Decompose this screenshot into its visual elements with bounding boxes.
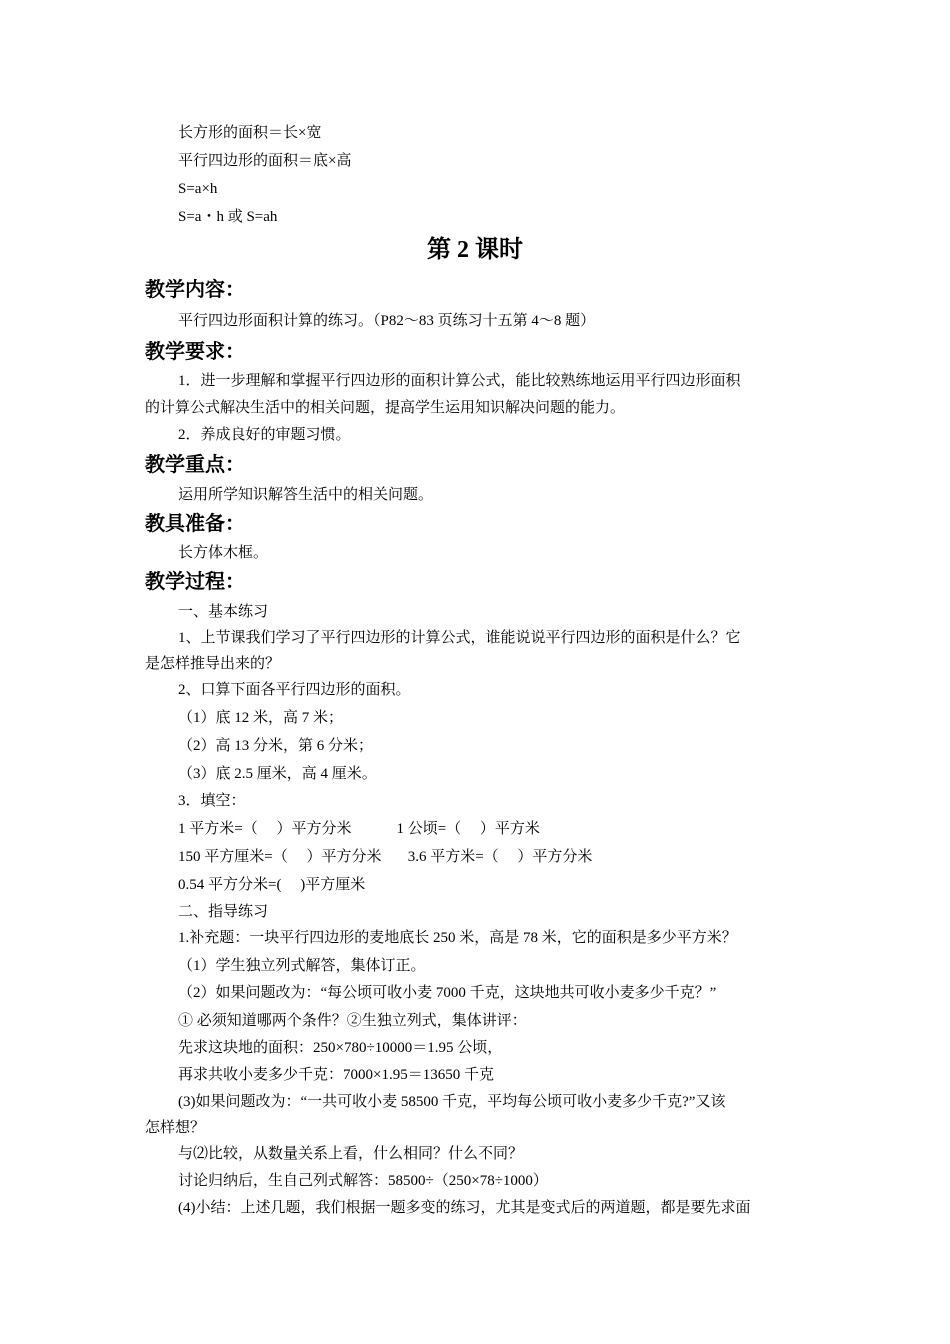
section-heading-process: 教学过程： bbox=[145, 571, 245, 593]
paragraph-line: ① 必须知道哪两个条件？②生独立列式，集体讲评： bbox=[178, 1013, 527, 1029]
paragraph-line: （2）如果问题改为：“每公顷可收小麦 7000 千克，这块地共可收小麦多少千克？” bbox=[178, 985, 717, 1001]
paragraph-line: (3)如果问题改为：“一共可收小麦 58500 千克，平均每公顷可收小麦多少千克?”又该 bbox=[178, 1094, 726, 1110]
paragraph-line: 1.补充题：一块平行四边形的麦地底长 250 米，高是 78 米，它的面积是多少平方米？ bbox=[178, 930, 737, 946]
section-heading-requirements: 教学要求： bbox=[145, 341, 245, 363]
paragraph-line: 150 平方厘米=（ ）平方分米 3.6 平方米=（ ）平方分米 bbox=[178, 849, 593, 865]
paragraph-line: 1、上节课我们学习了平行四边形的计算公式，谁能说说平行四边形的面积是什么？它 bbox=[178, 630, 741, 646]
section-heading-materials: 教具准备： bbox=[145, 513, 245, 535]
paragraph-line: 是怎样推导出来的？ bbox=[145, 656, 281, 672]
paragraph-line: 1 平方米=（ ）平方分米 1 公顷=（ ）平方米 bbox=[178, 821, 540, 837]
paragraph-line: 1．进一步理解和掌握平行四边形的面积计算公式，能比较熟练地运用平行四边形面积 bbox=[178, 373, 741, 389]
paragraph-line: （2）高 13 分米，第 6 分米； bbox=[178, 738, 374, 754]
formula-line: 长方形的面积＝长×宽 bbox=[178, 125, 322, 141]
paragraph-line: 与⑵比较，从数量关系上看，什么相同？什么不同？ bbox=[178, 1146, 524, 1162]
paragraph-line: 0.54 平方分米=( )平方厘米 bbox=[178, 877, 366, 893]
paragraph-line: 长方体木框。 bbox=[178, 545, 269, 561]
paragraph-line: 怎样想？ bbox=[145, 1120, 206, 1136]
paragraph-line: 2、口算下面各平行四边形的面积。 bbox=[178, 682, 411, 698]
lesson-title: 第 2 课时 bbox=[427, 237, 523, 263]
paragraph-line: 3．填空： bbox=[178, 793, 246, 809]
paragraph-line: 运用所学知识解答生活中的相关问题。 bbox=[178, 487, 434, 503]
section-heading-content: 教学内容： bbox=[145, 279, 245, 301]
section-heading-key-points: 教学重点： bbox=[145, 454, 245, 476]
paragraph-line: 再求共收小麦多少千克：7000×1.95＝13650 千克 bbox=[178, 1067, 494, 1083]
paragraph-line: （1）底 12 米，高 7 米； bbox=[178, 710, 344, 726]
paragraph-line: （3）底 2.5 厘米，高 4 厘米。 bbox=[178, 766, 377, 782]
paragraph-line: 一、基本练习 bbox=[178, 604, 269, 620]
formula-line: S=a・h 或 S=ah bbox=[178, 209, 278, 225]
paragraph-line: (4)小结：上述几题，我们根据一题多变的练习，尤其是变式后的两道题，都是要先求面 bbox=[178, 1200, 751, 1216]
paragraph-line: 2．养成良好的审题习惯。 bbox=[178, 427, 351, 443]
paragraph-line: （1）学生独立列式解答，集体订正。 bbox=[178, 958, 426, 974]
paragraph-line: 讨论归纳后，生自己列式解答：58500÷（250×78÷1000） bbox=[178, 1173, 548, 1189]
formula-line: S=a×h bbox=[178, 181, 218, 197]
paragraph-line: 的计算公式解决生活中的相关问题，提高学生运用知识解决问题的能力。 bbox=[145, 400, 626, 416]
paragraph-line: 先求这块地的面积：250×780÷10000＝1.95 公顷， bbox=[178, 1040, 503, 1056]
paragraph-line: 二、指导练习 bbox=[178, 904, 269, 920]
paragraph-line: 平行四边形面积计算的练习。（P82～83 页练习十五第 4～8 题） bbox=[178, 313, 596, 329]
formula-line: 平行四边形的面积＝底×高 bbox=[178, 153, 352, 169]
